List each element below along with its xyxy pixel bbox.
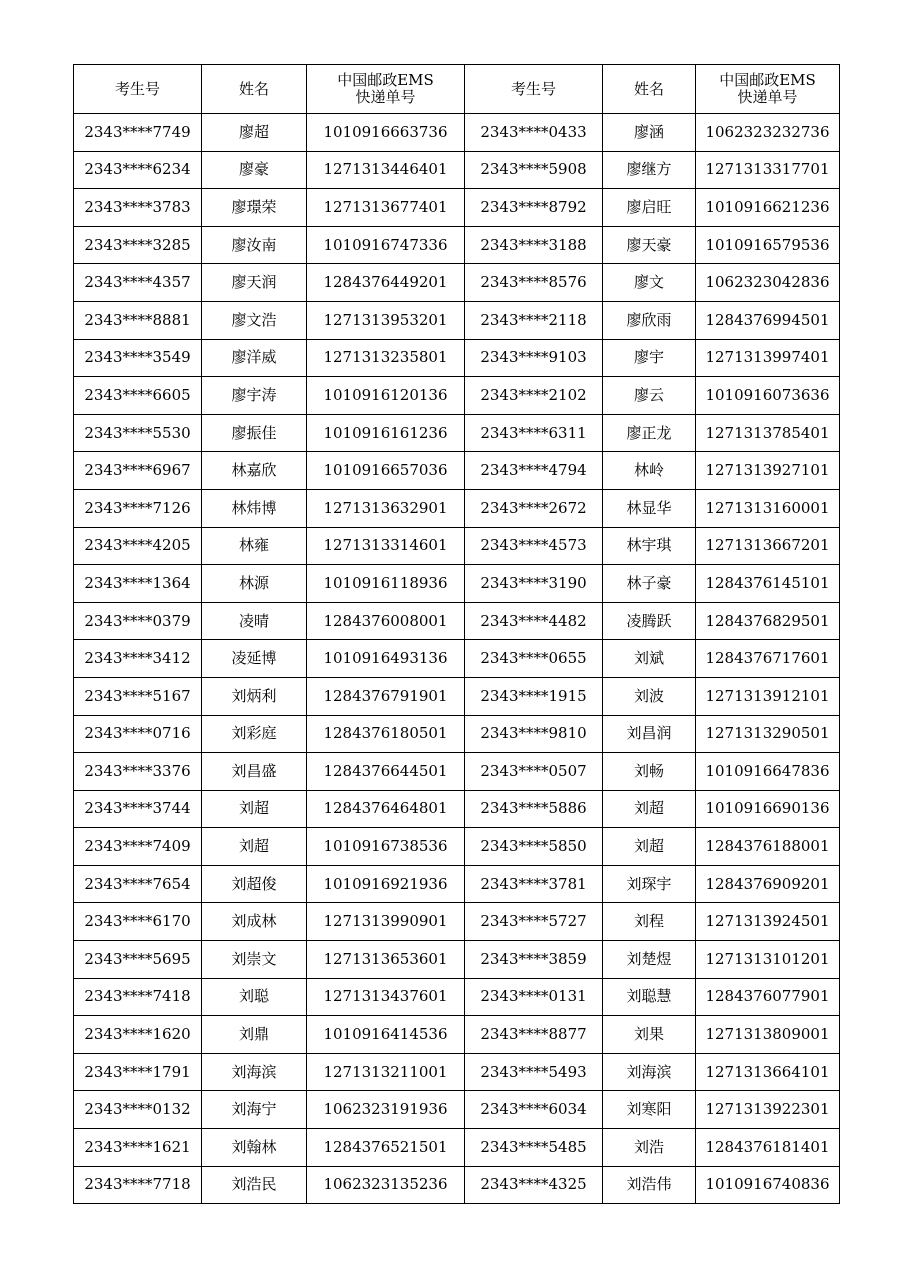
cell-ems-number-left: 1284376464801 <box>307 790 465 828</box>
cell-exam-number-right: 2343****5908 <box>465 151 603 189</box>
cell-ems-number-left: 1010916118936 <box>307 565 465 603</box>
cell-ems-number-left: 1010916414536 <box>307 1016 465 1054</box>
cell-name-right: 刘斌 <box>603 640 696 678</box>
table-row <box>74 1129 840 1167</box>
cell-exam-number-left: 2343****1364 <box>74 565 202 603</box>
cell-exam-number-left: 2343****7718 <box>74 1166 202 1204</box>
cell-ems-number-left: 1284376644501 <box>307 753 465 791</box>
cell-name-right: 林宇琪 <box>603 527 696 565</box>
table-row <box>74 151 840 189</box>
cell-name-right: 林岭 <box>603 452 696 490</box>
cell-name-right: 刘浩伟 <box>603 1166 696 1204</box>
cell-ems-number-left: 1010916663736 <box>307 114 465 152</box>
table-row <box>74 189 840 227</box>
cell-name-left: 廖宇涛 <box>202 377 307 415</box>
cell-ems-number-left: 1271313314601 <box>307 527 465 565</box>
cell-ems-number-left: 1271313211001 <box>307 1053 465 1091</box>
table-row <box>74 339 840 377</box>
header-ems-number-left <box>307 65 465 114</box>
cell-exam-number-right: 2343****8877 <box>465 1016 603 1054</box>
header-exam-number-right: 考生号 <box>465 65 603 114</box>
cell-name-left: 刘翰林 <box>202 1129 307 1167</box>
table-row <box>74 753 840 791</box>
cell-name-left: 刘鼎 <box>202 1016 307 1054</box>
cell-name-left: 刘海滨 <box>202 1053 307 1091</box>
cell-name-right: 廖继方 <box>603 151 696 189</box>
table-row <box>74 677 840 715</box>
cell-name-right: 刘海滨 <box>603 1053 696 1091</box>
header-ems-line-1: 中国邮政EMS <box>337 71 434 89</box>
cell-name-right: 刘果 <box>603 1016 696 1054</box>
header-ems-line-2: 快递单号 <box>355 88 416 106</box>
cell-ems-number-right: 1271313922301 <box>696 1091 840 1129</box>
cell-exam-number-left: 2343****6234 <box>74 151 202 189</box>
cell-name-left: 廖振佳 <box>202 414 307 452</box>
cell-name-right: 廖启旺 <box>603 189 696 227</box>
table-row <box>74 865 840 903</box>
cell-exam-number-right: 2343****3781 <box>465 865 603 903</box>
cell-exam-number-left: 2343****5695 <box>74 941 202 979</box>
cell-ems-number-left: 1284376449201 <box>307 264 465 302</box>
cell-ems-number-right: 1284376145101 <box>696 565 840 603</box>
header-ems-line-1: 中国邮政EMS <box>719 71 816 89</box>
cell-ems-number-right: 1284376717601 <box>696 640 840 678</box>
cell-ems-number-left: 1010916747336 <box>307 226 465 264</box>
cell-name-left: 刘彩庭 <box>202 715 307 753</box>
cell-name-left: 刘海宁 <box>202 1091 307 1129</box>
cell-name-right: 廖宇 <box>603 339 696 377</box>
cell-exam-number-right: 2343****5485 <box>465 1129 603 1167</box>
cell-ems-number-left: 1010916657036 <box>307 452 465 490</box>
table-row <box>74 828 840 866</box>
cell-ems-number-left: 1010916493136 <box>307 640 465 678</box>
table-row <box>74 790 840 828</box>
table-row <box>74 1166 840 1204</box>
cell-exam-number-left: 2343****6170 <box>74 903 202 941</box>
cell-exam-number-right: 2343****0507 <box>465 753 603 791</box>
cell-exam-number-left: 2343****7126 <box>74 489 202 527</box>
cell-ems-number-right: 1010916740836 <box>696 1166 840 1204</box>
cell-ems-number-right: 1284376909201 <box>696 865 840 903</box>
cell-ems-number-right: 1271313809001 <box>696 1016 840 1054</box>
cell-name-right: 廖云 <box>603 377 696 415</box>
table-row <box>74 640 840 678</box>
cell-exam-number-left: 2343****3412 <box>74 640 202 678</box>
table-row <box>74 978 840 1016</box>
cell-exam-number-right: 2343****9103 <box>465 339 603 377</box>
cell-exam-number-left: 2343****7749 <box>74 114 202 152</box>
cell-exam-number-right: 2343****0433 <box>465 114 603 152</box>
cell-name-left: 刘聪 <box>202 978 307 1016</box>
cell-name-left: 凌延博 <box>202 640 307 678</box>
header-ems-number-right <box>696 65 840 114</box>
cell-name-left: 林炜博 <box>202 489 307 527</box>
cell-ems-number-left: 1284376521501 <box>307 1129 465 1167</box>
cell-ems-number-right: 1010916690136 <box>696 790 840 828</box>
cell-ems-number-left: 1010916921936 <box>307 865 465 903</box>
cell-name-left: 刘崇文 <box>202 941 307 979</box>
cell-ems-number-right: 1062323232736 <box>696 114 840 152</box>
table-row <box>74 114 840 152</box>
cell-exam-number-right: 2343****6311 <box>465 414 603 452</box>
cell-exam-number-left: 2343****7418 <box>74 978 202 1016</box>
cell-name-left: 廖超 <box>202 114 307 152</box>
cell-name-right: 林显华 <box>603 489 696 527</box>
cell-exam-number-right: 2343****6034 <box>465 1091 603 1129</box>
cell-exam-number-right: 2343****2102 <box>465 377 603 415</box>
cell-name-right: 刘波 <box>603 677 696 715</box>
cell-ems-number-left: 1271313632901 <box>307 489 465 527</box>
cell-ems-number-left: 1062323135236 <box>307 1166 465 1204</box>
table-row <box>74 226 840 264</box>
cell-exam-number-right: 2343****8792 <box>465 189 603 227</box>
cell-exam-number-left: 2343****3549 <box>74 339 202 377</box>
cell-ems-number-right: 1284376181401 <box>696 1129 840 1167</box>
cell-name-left: 刘超 <box>202 828 307 866</box>
cell-exam-number-left: 2343****7654 <box>74 865 202 903</box>
cell-exam-number-left: 2343****3376 <box>74 753 202 791</box>
table-row <box>74 1091 840 1129</box>
cell-exam-number-right: 2343****5493 <box>465 1053 603 1091</box>
cell-exam-number-left: 2343****1621 <box>74 1129 202 1167</box>
cell-exam-number-right: 2343****4573 <box>465 527 603 565</box>
header-name-right: 姓名 <box>603 65 696 114</box>
cell-exam-number-left: 2343****4357 <box>74 264 202 302</box>
cell-name-right: 刘超 <box>603 790 696 828</box>
cell-exam-number-left: 2343****6605 <box>74 377 202 415</box>
table-row <box>74 264 840 302</box>
cell-name-right: 刘昌润 <box>603 715 696 753</box>
cell-name-right: 刘聪慧 <box>603 978 696 1016</box>
cell-ems-number-left: 1284376180501 <box>307 715 465 753</box>
cell-exam-number-left: 2343****8881 <box>74 301 202 339</box>
table-body <box>74 114 840 1204</box>
cell-name-left: 刘超 <box>202 790 307 828</box>
table-row <box>74 452 840 490</box>
cell-exam-number-left: 2343****3285 <box>74 226 202 264</box>
cell-name-right: 刘超 <box>603 828 696 866</box>
cell-ems-number-right: 1284376077901 <box>696 978 840 1016</box>
cell-exam-number-left: 2343****0716 <box>74 715 202 753</box>
cell-name-right: 廖涵 <box>603 114 696 152</box>
cell-name-left: 廖天润 <box>202 264 307 302</box>
cell-ems-number-right: 1284376188001 <box>696 828 840 866</box>
cell-name-right: 刘浩 <box>603 1129 696 1167</box>
cell-name-right: 廖天豪 <box>603 226 696 264</box>
cell-exam-number-right: 2343****8576 <box>465 264 603 302</box>
cell-name-right: 刘琛宇 <box>603 865 696 903</box>
cell-ems-number-right: 1010916073636 <box>696 377 840 415</box>
cell-name-right: 刘寒阳 <box>603 1091 696 1129</box>
header-ems-line-2: 快递单号 <box>737 88 798 106</box>
cell-exam-number-right: 2343****2672 <box>465 489 603 527</box>
cell-name-left: 林嘉欣 <box>202 452 307 490</box>
cell-exam-number-left: 2343****0132 <box>74 1091 202 1129</box>
cell-exam-number-left: 2343****3783 <box>74 189 202 227</box>
table-row <box>74 903 840 941</box>
cell-ems-number-left: 1271313437601 <box>307 978 465 1016</box>
table-row <box>74 301 840 339</box>
cell-exam-number-right: 2343****0131 <box>465 978 603 1016</box>
cell-exam-number-left: 2343****5167 <box>74 677 202 715</box>
cell-ems-number-right: 1284376994501 <box>696 301 840 339</box>
table-row <box>74 377 840 415</box>
cell-name-left: 刘炳利 <box>202 677 307 715</box>
header-name-left: 姓名 <box>202 65 307 114</box>
cell-name-left: 廖文浩 <box>202 301 307 339</box>
cell-exam-number-left: 2343****1620 <box>74 1016 202 1054</box>
cell-ems-number-left: 1271313446401 <box>307 151 465 189</box>
cell-ems-number-left: 1010916161236 <box>307 414 465 452</box>
cell-exam-number-right: 2343****4794 <box>465 452 603 490</box>
cell-ems-number-right: 1271313317701 <box>696 151 840 189</box>
header-exam-number-left: 考生号 <box>74 65 202 114</box>
cell-exam-number-left: 2343****3744 <box>74 790 202 828</box>
cell-name-left: 刘浩民 <box>202 1166 307 1204</box>
cell-name-right: 林子豪 <box>603 565 696 603</box>
cell-ems-number-left: 1271313235801 <box>307 339 465 377</box>
table-row <box>74 489 840 527</box>
cell-name-left: 廖豪 <box>202 151 307 189</box>
cell-ems-number-right: 1271313924501 <box>696 903 840 941</box>
table-row <box>74 565 840 603</box>
cell-name-right: 廖正龙 <box>603 414 696 452</box>
cell-name-right: 刘楚煜 <box>603 941 696 979</box>
table-row <box>74 1053 840 1091</box>
cell-exam-number-left: 2343****6967 <box>74 452 202 490</box>
cell-ems-number-right: 1271313160001 <box>696 489 840 527</box>
cell-exam-number-right: 2343****5850 <box>465 828 603 866</box>
cell-ems-number-right: 1284376829501 <box>696 602 840 640</box>
cell-ems-number-left: 1271313953201 <box>307 301 465 339</box>
cell-exam-number-right: 2343****3859 <box>465 941 603 979</box>
cell-name-right: 刘畅 <box>603 753 696 791</box>
table-row <box>74 414 840 452</box>
cell-exam-number-right: 2343****5886 <box>465 790 603 828</box>
cell-ems-number-right: 1010916579536 <box>696 226 840 264</box>
cell-exam-number-right: 2343****4325 <box>465 1166 603 1204</box>
cell-name-left: 刘成林 <box>202 903 307 941</box>
cell-exam-number-right: 2343****3188 <box>465 226 603 264</box>
cell-name-left: 廖汝南 <box>202 226 307 264</box>
cell-ems-number-right: 1271313664101 <box>696 1053 840 1091</box>
cell-name-left: 凌晴 <box>202 602 307 640</box>
cell-ems-number-right: 1010916621236 <box>696 189 840 227</box>
cell-name-left: 刘超俊 <box>202 865 307 903</box>
cell-name-left: 廖璟荣 <box>202 189 307 227</box>
cell-exam-number-left: 2343****1791 <box>74 1053 202 1091</box>
cell-name-right: 廖文 <box>603 264 696 302</box>
cell-exam-number-left: 2343****5530 <box>74 414 202 452</box>
cell-exam-number-left: 2343****7409 <box>74 828 202 866</box>
cell-ems-number-right: 1271313912101 <box>696 677 840 715</box>
cell-name-right: 廖欣雨 <box>603 301 696 339</box>
table-header-row <box>74 65 840 114</box>
cell-ems-number-left: 1271313990901 <box>307 903 465 941</box>
table-row <box>74 941 840 979</box>
cell-ems-number-right: 1271313785401 <box>696 414 840 452</box>
cell-ems-number-left: 1062323191936 <box>307 1091 465 1129</box>
cell-exam-number-left: 2343****4205 <box>74 527 202 565</box>
cell-exam-number-right: 2343****5727 <box>465 903 603 941</box>
cell-ems-number-left: 1284376008001 <box>307 602 465 640</box>
cell-exam-number-right: 2343****0655 <box>465 640 603 678</box>
cell-name-left: 林雍 <box>202 527 307 565</box>
cell-exam-number-left: 2343****0379 <box>74 602 202 640</box>
cell-exam-number-right: 2343****2118 <box>465 301 603 339</box>
cell-ems-number-right: 1271313997401 <box>696 339 840 377</box>
cell-ems-number-right: 1271313101201 <box>696 941 840 979</box>
cell-ems-number-right: 1271313290501 <box>696 715 840 753</box>
cell-ems-number-right: 1062323042836 <box>696 264 840 302</box>
cell-ems-number-left: 1284376791901 <box>307 677 465 715</box>
cell-exam-number-right: 2343****9810 <box>465 715 603 753</box>
table-row <box>74 715 840 753</box>
table-row <box>74 602 840 640</box>
table-row <box>74 527 840 565</box>
cell-ems-number-right: 1271313667201 <box>696 527 840 565</box>
cell-name-left: 廖洋威 <box>202 339 307 377</box>
cell-name-right: 刘程 <box>603 903 696 941</box>
cell-ems-number-left: 1271313677401 <box>307 189 465 227</box>
cell-ems-number-left: 1010916120136 <box>307 377 465 415</box>
cell-ems-number-left: 1271313653601 <box>307 941 465 979</box>
cell-ems-number-right: 1271313927101 <box>696 452 840 490</box>
cell-ems-number-left: 1010916738536 <box>307 828 465 866</box>
cell-exam-number-right: 2343****3190 <box>465 565 603 603</box>
cell-name-right: 凌腾跃 <box>603 602 696 640</box>
cell-exam-number-right: 2343****1915 <box>465 677 603 715</box>
cell-name-left: 刘昌盛 <box>202 753 307 791</box>
table-row <box>74 1016 840 1054</box>
cell-name-left: 林源 <box>202 565 307 603</box>
cell-exam-number-right: 2343****4482 <box>465 602 603 640</box>
cell-ems-number-right: 1010916647836 <box>696 753 840 791</box>
ems-tracking-table <box>73 64 840 1204</box>
